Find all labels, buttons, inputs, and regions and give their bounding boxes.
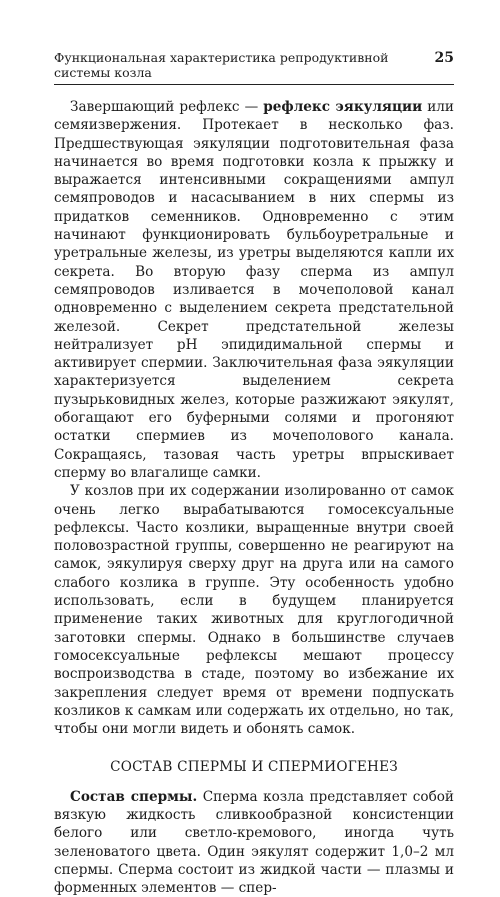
- term-ejaculation-reflex: рефлекс эякуляции: [263, 99, 423, 115]
- running-header: [54, 50, 454, 85]
- term-sperm-composition: Состав спермы.: [70, 788, 198, 805]
- paragraph-sperm-composition: [54, 788, 454, 897]
- paragraph1-text: или семяизвержения. Протекает в несколько фаз. Предшествующая эякуляции подготовительная фаза начинается во время подготовки козла к прыжку и выражается интенсивными сокращениями ампул семяпроводов и насасыванием в них спермы из придатков семенников. Одновременно с этим начинают функционировать бульбоуретральные и уретральные железы, из уретры выделяются капли их секрета. Во вторую фазу сперма из ампул семяпроводов изливается в мочеполовой канал одновременно с выделением секрета предстательной железой. Секрет предстательной железы нейтрализует pH эпидидимальной спермы и активирует спермии. Заключительная фаза эякуляции характеризуется выделением секрета пузырьковидных желез, которые разжижают эякулят, обогащают его буферными солями и прогоняют остатки спермиев из мочеполового канала. Сокращаясь, тазовая часть уретры впрыскивает сперму во влагалище самки.: [54, 99, 454, 481]
- page-number: 25: [434, 50, 454, 66]
- page-body: [54, 98, 454, 897]
- paragraph1-lead: Завершающий рефлекс —: [70, 99, 264, 115]
- header-title: Функциональная характеристика репродуктивной системы козла: [54, 50, 389, 80]
- section-title: СОСТАВ СПЕРМЫ И СПЕРМИОГЕНЕЗ: [110, 759, 398, 776]
- paragraph3-text: Сперма козла представляет собой вязкую жидкость сливкообразной консистенции белого или светло-кремового, иногда чуть зеленоватого цвета. Один эякулят содержит 1,0–2 мл спермы. Сперма состоит из жидкой части — плазмы и форменных элементов — спер-: [54, 788, 454, 897]
- paragraph-ejaculation-reflex: [54, 98, 454, 482]
- paragraph-homosexual-reflexes: У козлов при их содержании изолированно от самок очень легко вырабатываются гомосексуальные рефлексы. Часто козлики, выращенные внутри своей половозрастной группы, совершенно не реагируют на самок, эякулируя сверху друг на друга или на самого слабого козлика в группе. Эту особенность удобно использовать, если в будущем планируется применение таких животных для круглогодичной заготовки спермы. Однако в большинстве случаев гомосексуальные рефлексы мешают процессу воспроизводства в стаде, поэтому во избежание их закрепления следует время от времени подпускать козликов к самкам или содержать их отдельно, но так, чтобы они могли видеть и обонять самок.: [54, 483, 454, 738]
